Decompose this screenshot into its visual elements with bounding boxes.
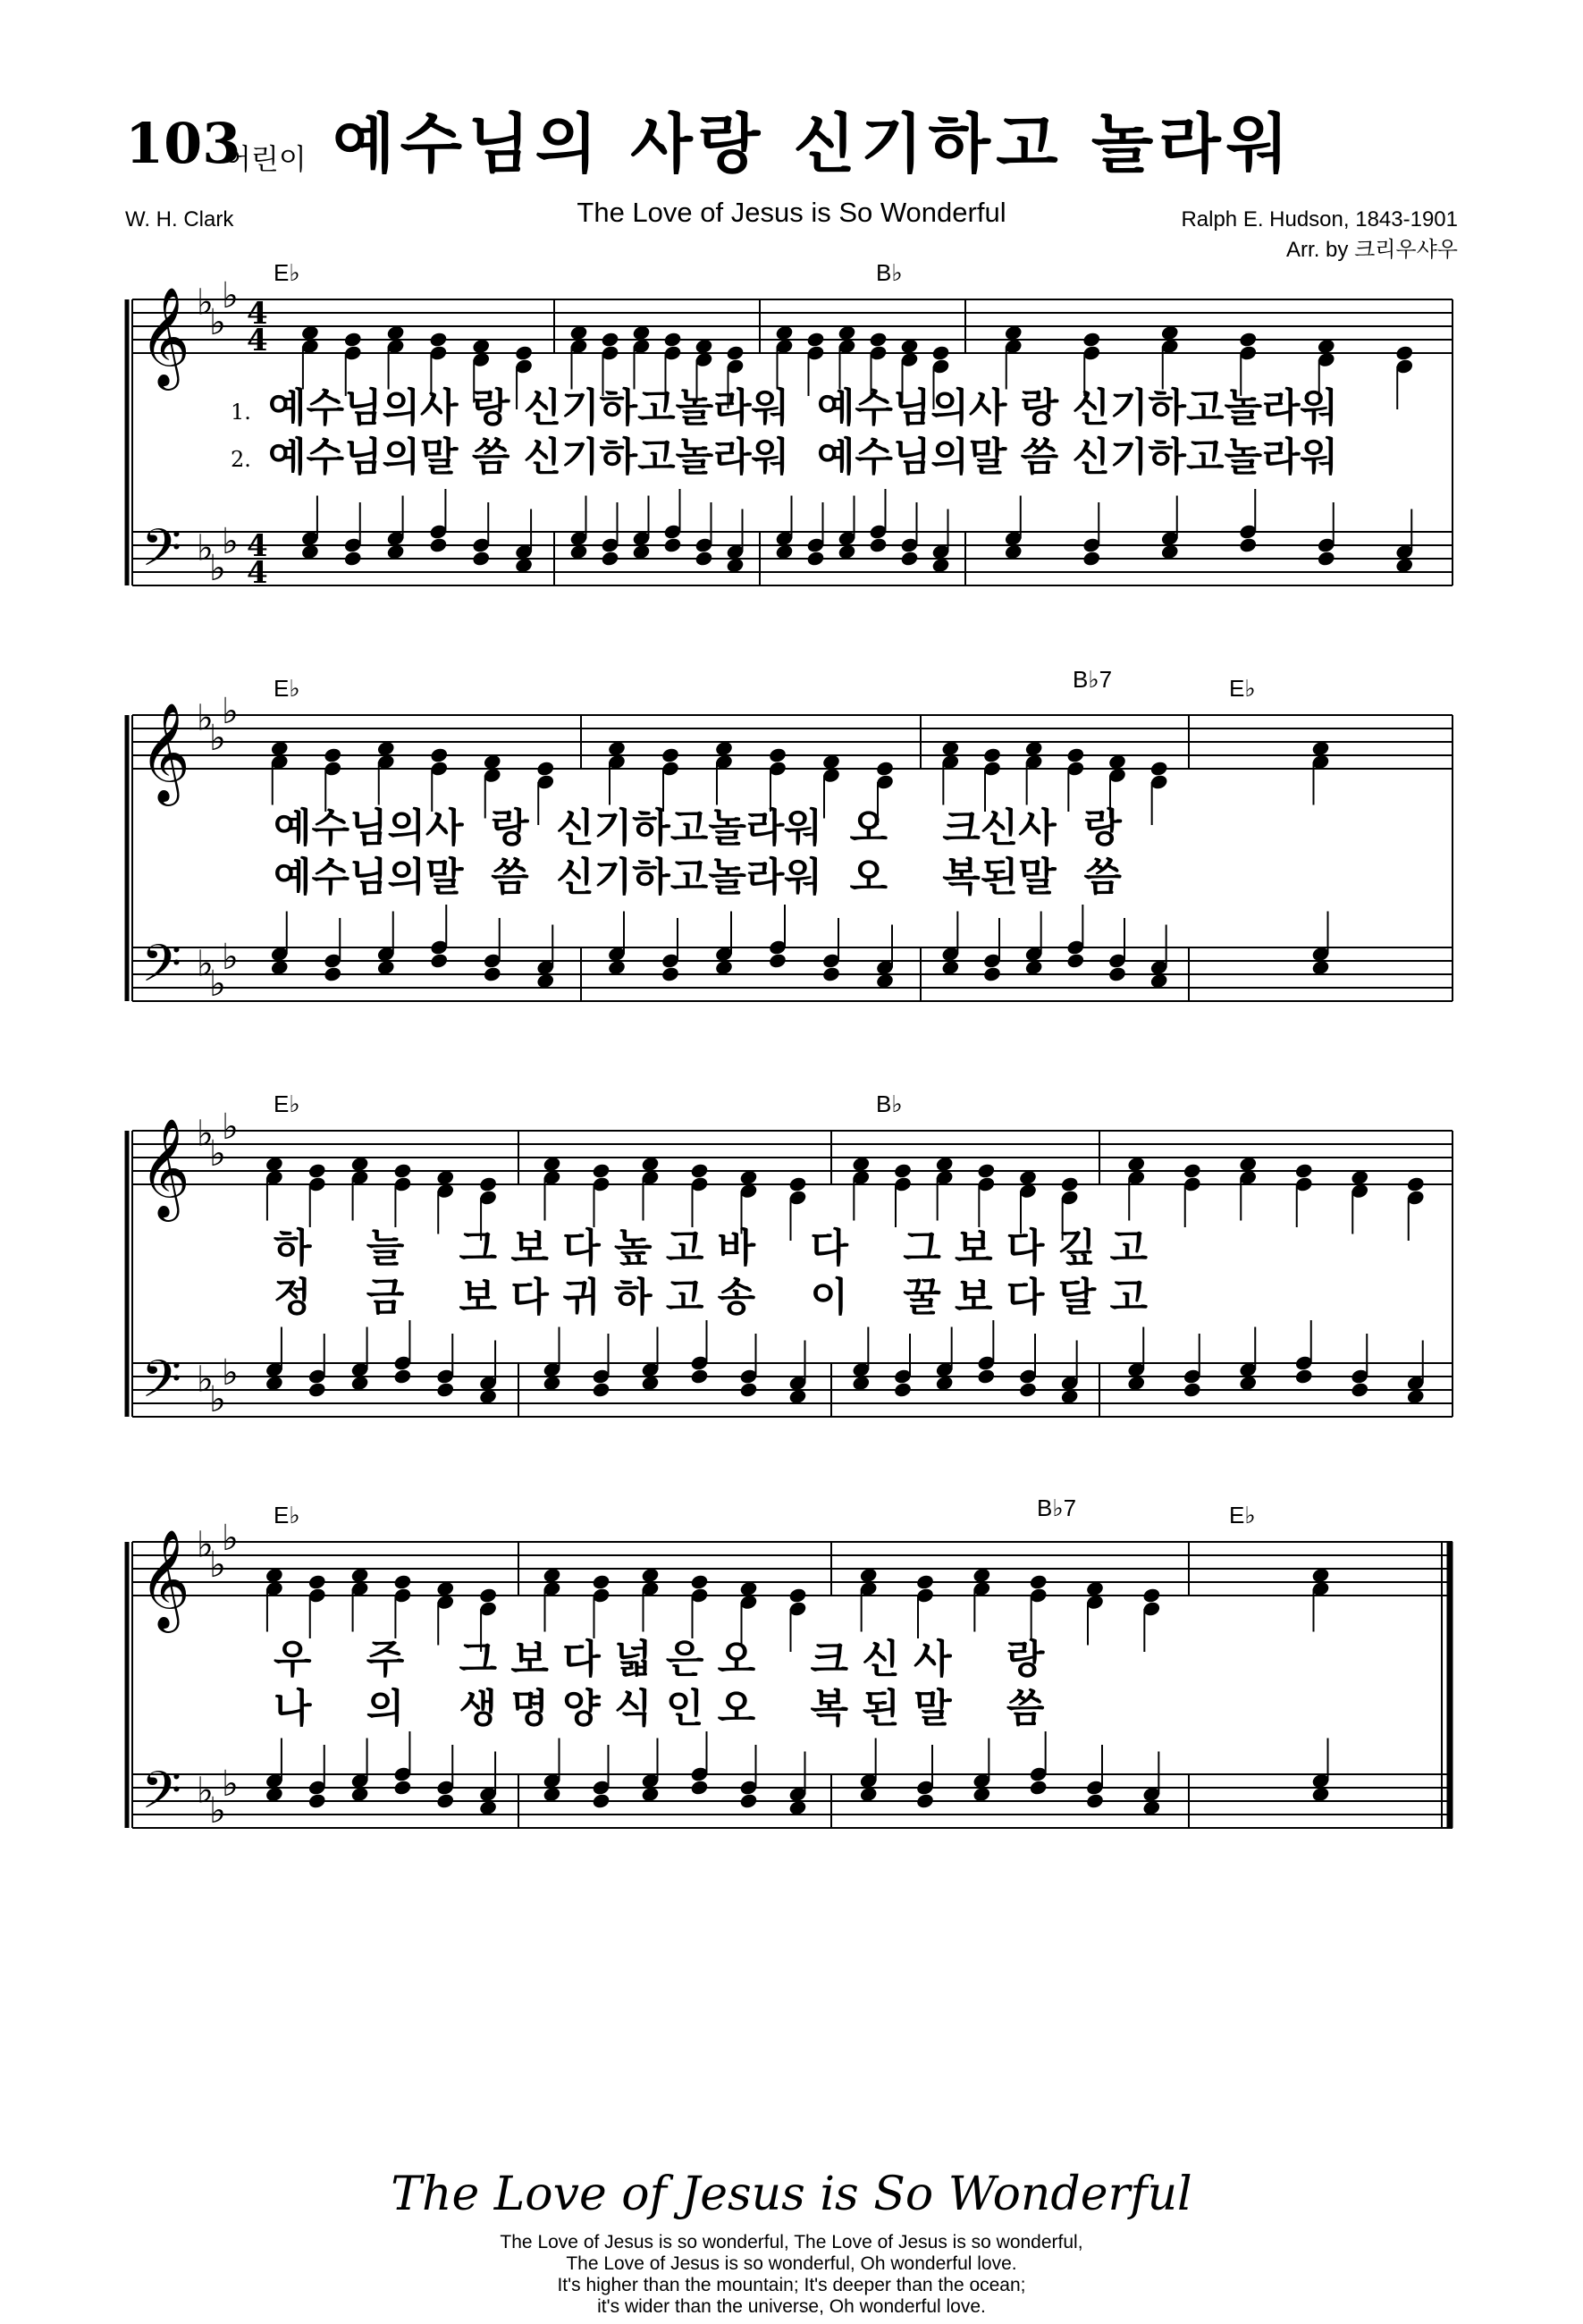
notehead bbox=[976, 1162, 996, 1179]
bass-clef-icon: 𝄢 bbox=[141, 518, 182, 591]
flat-icon: ♭ bbox=[209, 302, 226, 343]
chord-symbol: E♭ bbox=[274, 1090, 300, 1117]
lyric-line: 예수님의사 랑 신기하고놀라워 예수님의사 랑 신기하고놀라워 bbox=[268, 385, 1339, 431]
notehead bbox=[1394, 344, 1414, 361]
flat-icon: ♭ bbox=[222, 1518, 239, 1559]
notehead bbox=[690, 1368, 710, 1385]
treble-clef-icon: 𝄞 bbox=[139, 702, 190, 802]
notehead bbox=[915, 1573, 935, 1590]
lyric-line: 나 의 생 명 양 식 인 오 복 된 말 씀 bbox=[274, 1686, 1045, 1731]
notehead bbox=[1183, 1162, 1202, 1179]
flat-icon: ♭ bbox=[197, 527, 214, 569]
lyric-line: 정 금 보 다 귀 하 고 송 이 꿀 보 다 달 고 bbox=[274, 1275, 1149, 1320]
notehead bbox=[429, 952, 449, 969]
notehead bbox=[690, 1573, 710, 1590]
treble-clef-icon: 𝄞 bbox=[139, 1528, 190, 1629]
flat-icon: ♭ bbox=[197, 1770, 214, 1812]
flat-icon: ♭ bbox=[222, 1107, 239, 1148]
notehead bbox=[875, 760, 895, 777]
flat-icon: ♭ bbox=[222, 1352, 239, 1394]
notehead bbox=[982, 746, 1002, 763]
notehead bbox=[768, 952, 787, 969]
notehead bbox=[869, 331, 888, 348]
notehead bbox=[343, 550, 363, 567]
chord-symbol: E♭ bbox=[274, 259, 300, 286]
notehead bbox=[592, 1381, 611, 1398]
notehead bbox=[1085, 1792, 1105, 1809]
notehead bbox=[307, 1573, 327, 1590]
notehead bbox=[663, 331, 683, 348]
english-subtitle: The Love of Jesus is So Wonderful bbox=[577, 197, 1006, 228]
flat-icon: ♭ bbox=[209, 1133, 226, 1175]
notehead bbox=[1294, 1162, 1314, 1179]
notehead bbox=[393, 1779, 413, 1796]
notehead bbox=[1141, 1587, 1161, 1604]
notehead bbox=[1238, 536, 1258, 553]
chord-symbol: E♭ bbox=[1229, 675, 1256, 702]
notehead bbox=[690, 1162, 710, 1179]
notehead bbox=[323, 965, 342, 982]
notehead bbox=[1183, 1381, 1202, 1398]
time-signature: 4 bbox=[247, 296, 268, 332]
flat-icon: ♭ bbox=[197, 282, 214, 324]
notehead bbox=[806, 550, 826, 567]
flat-icon: ♭ bbox=[222, 691, 239, 732]
notehead bbox=[869, 536, 888, 553]
notehead bbox=[900, 550, 920, 567]
notehead bbox=[435, 1792, 455, 1809]
notehead bbox=[1082, 550, 1101, 567]
lyric-line: 예수님의말 씀 신기하고놀라워 예수님의말 씀 신기하고놀라워 bbox=[268, 434, 1339, 480]
flat-icon: ♭ bbox=[209, 548, 226, 589]
notehead bbox=[893, 1381, 913, 1398]
notehead bbox=[695, 550, 714, 567]
flat-icon: ♭ bbox=[209, 1545, 226, 1586]
notehead bbox=[821, 965, 841, 982]
notehead bbox=[471, 550, 491, 567]
flat-icon: ♭ bbox=[197, 1113, 214, 1155]
arranger: Arr. by 크리우샤우 bbox=[1286, 238, 1458, 262]
notehead bbox=[893, 1162, 913, 1179]
bass-clef-icon: 𝄢 bbox=[141, 933, 182, 1006]
notehead bbox=[726, 344, 745, 361]
notehead bbox=[592, 1573, 611, 1590]
notehead bbox=[915, 1792, 935, 1809]
notehead bbox=[976, 1368, 996, 1385]
chord-symbol: E♭ bbox=[1229, 1502, 1256, 1528]
notehead bbox=[1018, 1381, 1038, 1398]
treble-clef-icon: 𝄞 bbox=[139, 1117, 190, 1217]
notehead bbox=[592, 1162, 611, 1179]
notehead bbox=[1082, 331, 1101, 348]
notehead bbox=[1107, 965, 1127, 982]
notehead bbox=[1149, 760, 1169, 777]
notehead bbox=[806, 331, 826, 348]
notehead bbox=[601, 331, 620, 348]
notehead bbox=[435, 1381, 455, 1398]
notehead bbox=[1065, 952, 1085, 969]
flat-icon: ♭ bbox=[222, 937, 239, 978]
notehead bbox=[661, 965, 680, 982]
notehead bbox=[788, 1175, 808, 1192]
verse-number: 2. bbox=[231, 447, 251, 472]
notehead bbox=[1238, 331, 1258, 348]
script-title: The Love of Jesus is So Wonderful bbox=[391, 2168, 1192, 2221]
notehead bbox=[1060, 1175, 1080, 1192]
flat-icon: ♭ bbox=[222, 1764, 239, 1805]
notehead bbox=[982, 965, 1002, 982]
notehead bbox=[1350, 1381, 1369, 1398]
english-lyric-line: The Love of Jesus is so wonderful, The Love of Jesus is so wonderful, bbox=[500, 2232, 1083, 2252]
notehead bbox=[307, 1162, 327, 1179]
flat-icon: ♭ bbox=[209, 1379, 226, 1420]
flat-icon: ♭ bbox=[197, 1359, 214, 1401]
notehead bbox=[535, 760, 555, 777]
flat-icon: ♭ bbox=[197, 697, 214, 739]
notehead bbox=[514, 344, 534, 361]
notehead bbox=[1406, 1175, 1426, 1192]
hymn-category: 어린이 bbox=[223, 142, 307, 176]
notehead bbox=[478, 1587, 498, 1604]
notehead bbox=[307, 1381, 327, 1398]
notehead bbox=[393, 1162, 413, 1179]
notehead bbox=[1029, 1573, 1048, 1590]
lyricist: W. H. Clark bbox=[125, 207, 234, 232]
notehead bbox=[739, 1381, 759, 1398]
time-signature: 4 bbox=[247, 555, 268, 591]
flat-icon: ♭ bbox=[222, 275, 239, 316]
lyric-line: 예수님의사 랑 신기하고놀라워 오 크신사 랑 bbox=[274, 805, 1122, 851]
notehead bbox=[1294, 1368, 1314, 1385]
verse-number: 1. bbox=[231, 400, 251, 425]
flat-icon: ♭ bbox=[197, 943, 214, 985]
chord-symbol: B♭ bbox=[876, 1090, 903, 1117]
flat-icon: ♭ bbox=[209, 718, 226, 759]
notehead bbox=[768, 746, 787, 763]
notehead bbox=[601, 550, 620, 567]
notehead bbox=[429, 331, 449, 348]
notehead bbox=[323, 746, 342, 763]
flat-icon: ♭ bbox=[222, 521, 239, 562]
chord-symbol: E♭ bbox=[274, 1502, 300, 1528]
notehead bbox=[478, 1175, 498, 1192]
english-lyric-line: It's higher than the mountain; It's deeper than the ocean; bbox=[557, 2275, 1026, 2295]
english-lyric-line: it's wider than the universe, Oh wonderful love. bbox=[597, 2296, 986, 2317]
notehead bbox=[393, 1368, 413, 1385]
time-signature: 4 bbox=[247, 528, 268, 564]
notehead bbox=[1065, 746, 1085, 763]
bass-clef-icon: 𝄢 bbox=[141, 1349, 182, 1422]
flat-icon: ♭ bbox=[209, 1790, 226, 1831]
notehead bbox=[483, 965, 502, 982]
notehead bbox=[661, 746, 680, 763]
treble-clef-icon: 𝄞 bbox=[139, 286, 190, 386]
time-signature: 4 bbox=[247, 323, 268, 358]
flat-icon: ♭ bbox=[209, 964, 226, 1005]
chord-symbol: B♭7 bbox=[1073, 666, 1113, 693]
notehead bbox=[663, 536, 683, 553]
notehead bbox=[931, 344, 951, 361]
bass-clef-icon: 𝄢 bbox=[141, 1760, 182, 1833]
lyric-line: 하 늘 그 보 다 높 고 바 다 그 보 다 깊 고 bbox=[274, 1225, 1149, 1271]
hymn-number: 103 bbox=[125, 111, 241, 176]
chord-symbol: B♭7 bbox=[1037, 1495, 1077, 1521]
english-lyric-line: The Love of Jesus is so wonderful, Oh wonderful love. bbox=[566, 2253, 1017, 2274]
composer: Ralph E. Hudson, 1843-1901 bbox=[1181, 207, 1458, 232]
notehead bbox=[343, 331, 363, 348]
flat-icon: ♭ bbox=[197, 1524, 214, 1566]
notehead bbox=[1317, 550, 1336, 567]
lyric-line: 우 주 그 보 다 넓 은 오 크 신 사 랑 bbox=[274, 1637, 1045, 1682]
notehead bbox=[690, 1779, 710, 1796]
notehead bbox=[429, 746, 449, 763]
notehead bbox=[307, 1792, 327, 1809]
notehead bbox=[788, 1587, 808, 1604]
chord-symbol: E♭ bbox=[274, 675, 300, 702]
notehead bbox=[739, 1792, 759, 1809]
notehead bbox=[592, 1792, 611, 1809]
lyric-line: 예수님의말 씀 신기하고놀라워 오 복된말 씀 bbox=[274, 855, 1122, 900]
hymn-title: 예수님의 사랑 신기하고 놀라워 bbox=[333, 106, 1294, 181]
notehead bbox=[1029, 1779, 1048, 1796]
chord-symbol: B♭ bbox=[876, 259, 903, 286]
notehead bbox=[429, 536, 449, 553]
notehead bbox=[393, 1573, 413, 1590]
